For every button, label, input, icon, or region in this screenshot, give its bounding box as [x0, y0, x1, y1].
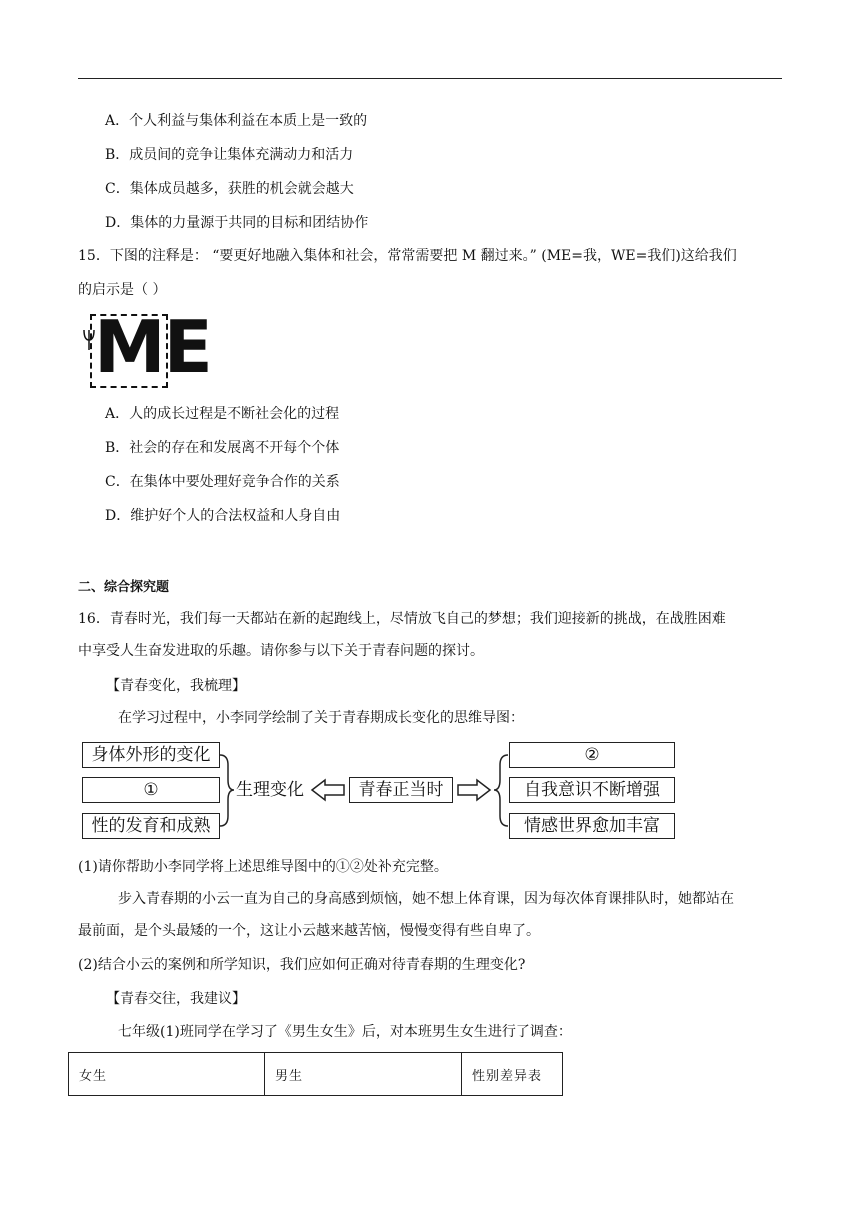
- q14-option-b: B．成员间的竞争让集体充满动力和活力: [105, 147, 354, 163]
- mm-right-item-1: ②: [509, 742, 675, 768]
- q16-stem-line1: 16．青春时光，我们每一天都站在新的起跑线上，尽情放飞自己的梦想；我们迎接新的挑战，在战胜困难: [78, 611, 726, 627]
- survey-table: [68, 1052, 563, 1096]
- me-logo-text: ME: [94, 305, 211, 389]
- q14-option-c: C．集体成员越多，获胜的机会就会越大: [105, 181, 354, 197]
- q16-part2: (2)结合小云的案例和所学知识，我们应如何正确对待青春期的生理变化?: [78, 957, 526, 973]
- table-header-male: 男生: [265, 1053, 462, 1096]
- mm-left-item-1: 身体外形的变化: [82, 742, 220, 768]
- mm-left-item-3: 性的发育和成熟: [82, 813, 220, 839]
- q14-option-a: A．个人利益与集体利益在本质上是一致的: [105, 113, 368, 129]
- sub1-intro: 在学习过程中，小李同学绘制了关于青春期成长变化的思维导图：: [118, 710, 524, 726]
- table-header-diff: 性别差异表: [462, 1053, 563, 1096]
- q15-option-c: C．在集体中要处理好竞争合作的关系: [105, 474, 340, 490]
- mm-left-label: 生理变化: [236, 780, 304, 800]
- sub2-title: 【青春交往，我建议】: [106, 991, 246, 1007]
- mm-center: 青春正当时: [349, 777, 453, 803]
- case-line2: 最前面，是个头最矮的一个，这让小云越来越苦恼，慢慢变得有些自卑了。: [78, 923, 540, 939]
- table-row: [69, 1053, 563, 1096]
- q15-option-a: A．人的成长过程是不断社会化的过程: [105, 406, 340, 422]
- q15-option-d: D．维护好个人的合法权益和人身自由: [105, 508, 341, 524]
- sub1-title: 【青春变化，我梳理】: [106, 678, 246, 694]
- q15-option-b: B．社会的存在和发展离不开每个个体: [105, 440, 340, 456]
- q14-option-d: D．集体的力量源于共同的目标和团结协作: [105, 215, 369, 231]
- mm-right-item-2: 自我意识不断增强: [509, 777, 675, 803]
- mm-left-item-2: ①: [82, 777, 220, 803]
- case-line1: 步入青春期的小云一直为自己的身高感到烦恼，她不想上体育课，因为每次体育课排队时，她都站在: [118, 891, 734, 907]
- q15-stem-line1: 15．下图的注释是： “要更好地融入集体和社会，常常需要把 M 翻过来。” (ME=我，WE=我们)这给我们: [78, 248, 737, 264]
- q16-stem-line2: 中享受人生奋发进取的乐趣。请你参与以下关于青春问题的探讨。: [78, 643, 484, 659]
- section-heading: 二、综合探究题: [78, 580, 170, 595]
- q15-stem-line2: 的启示是（ ）: [78, 282, 167, 298]
- mm-right-item-3: 情感世界愈加丰富: [509, 813, 675, 839]
- q16-part1: (1)请你帮助小李同学将上述思维导图中的①②处补充完整。: [78, 859, 448, 875]
- table-header-female: 女生: [69, 1053, 265, 1096]
- sub2-intro: 七年级(1)班同学在学习了《男生女生》后，对本班男生女生进行了调查：: [118, 1024, 572, 1040]
